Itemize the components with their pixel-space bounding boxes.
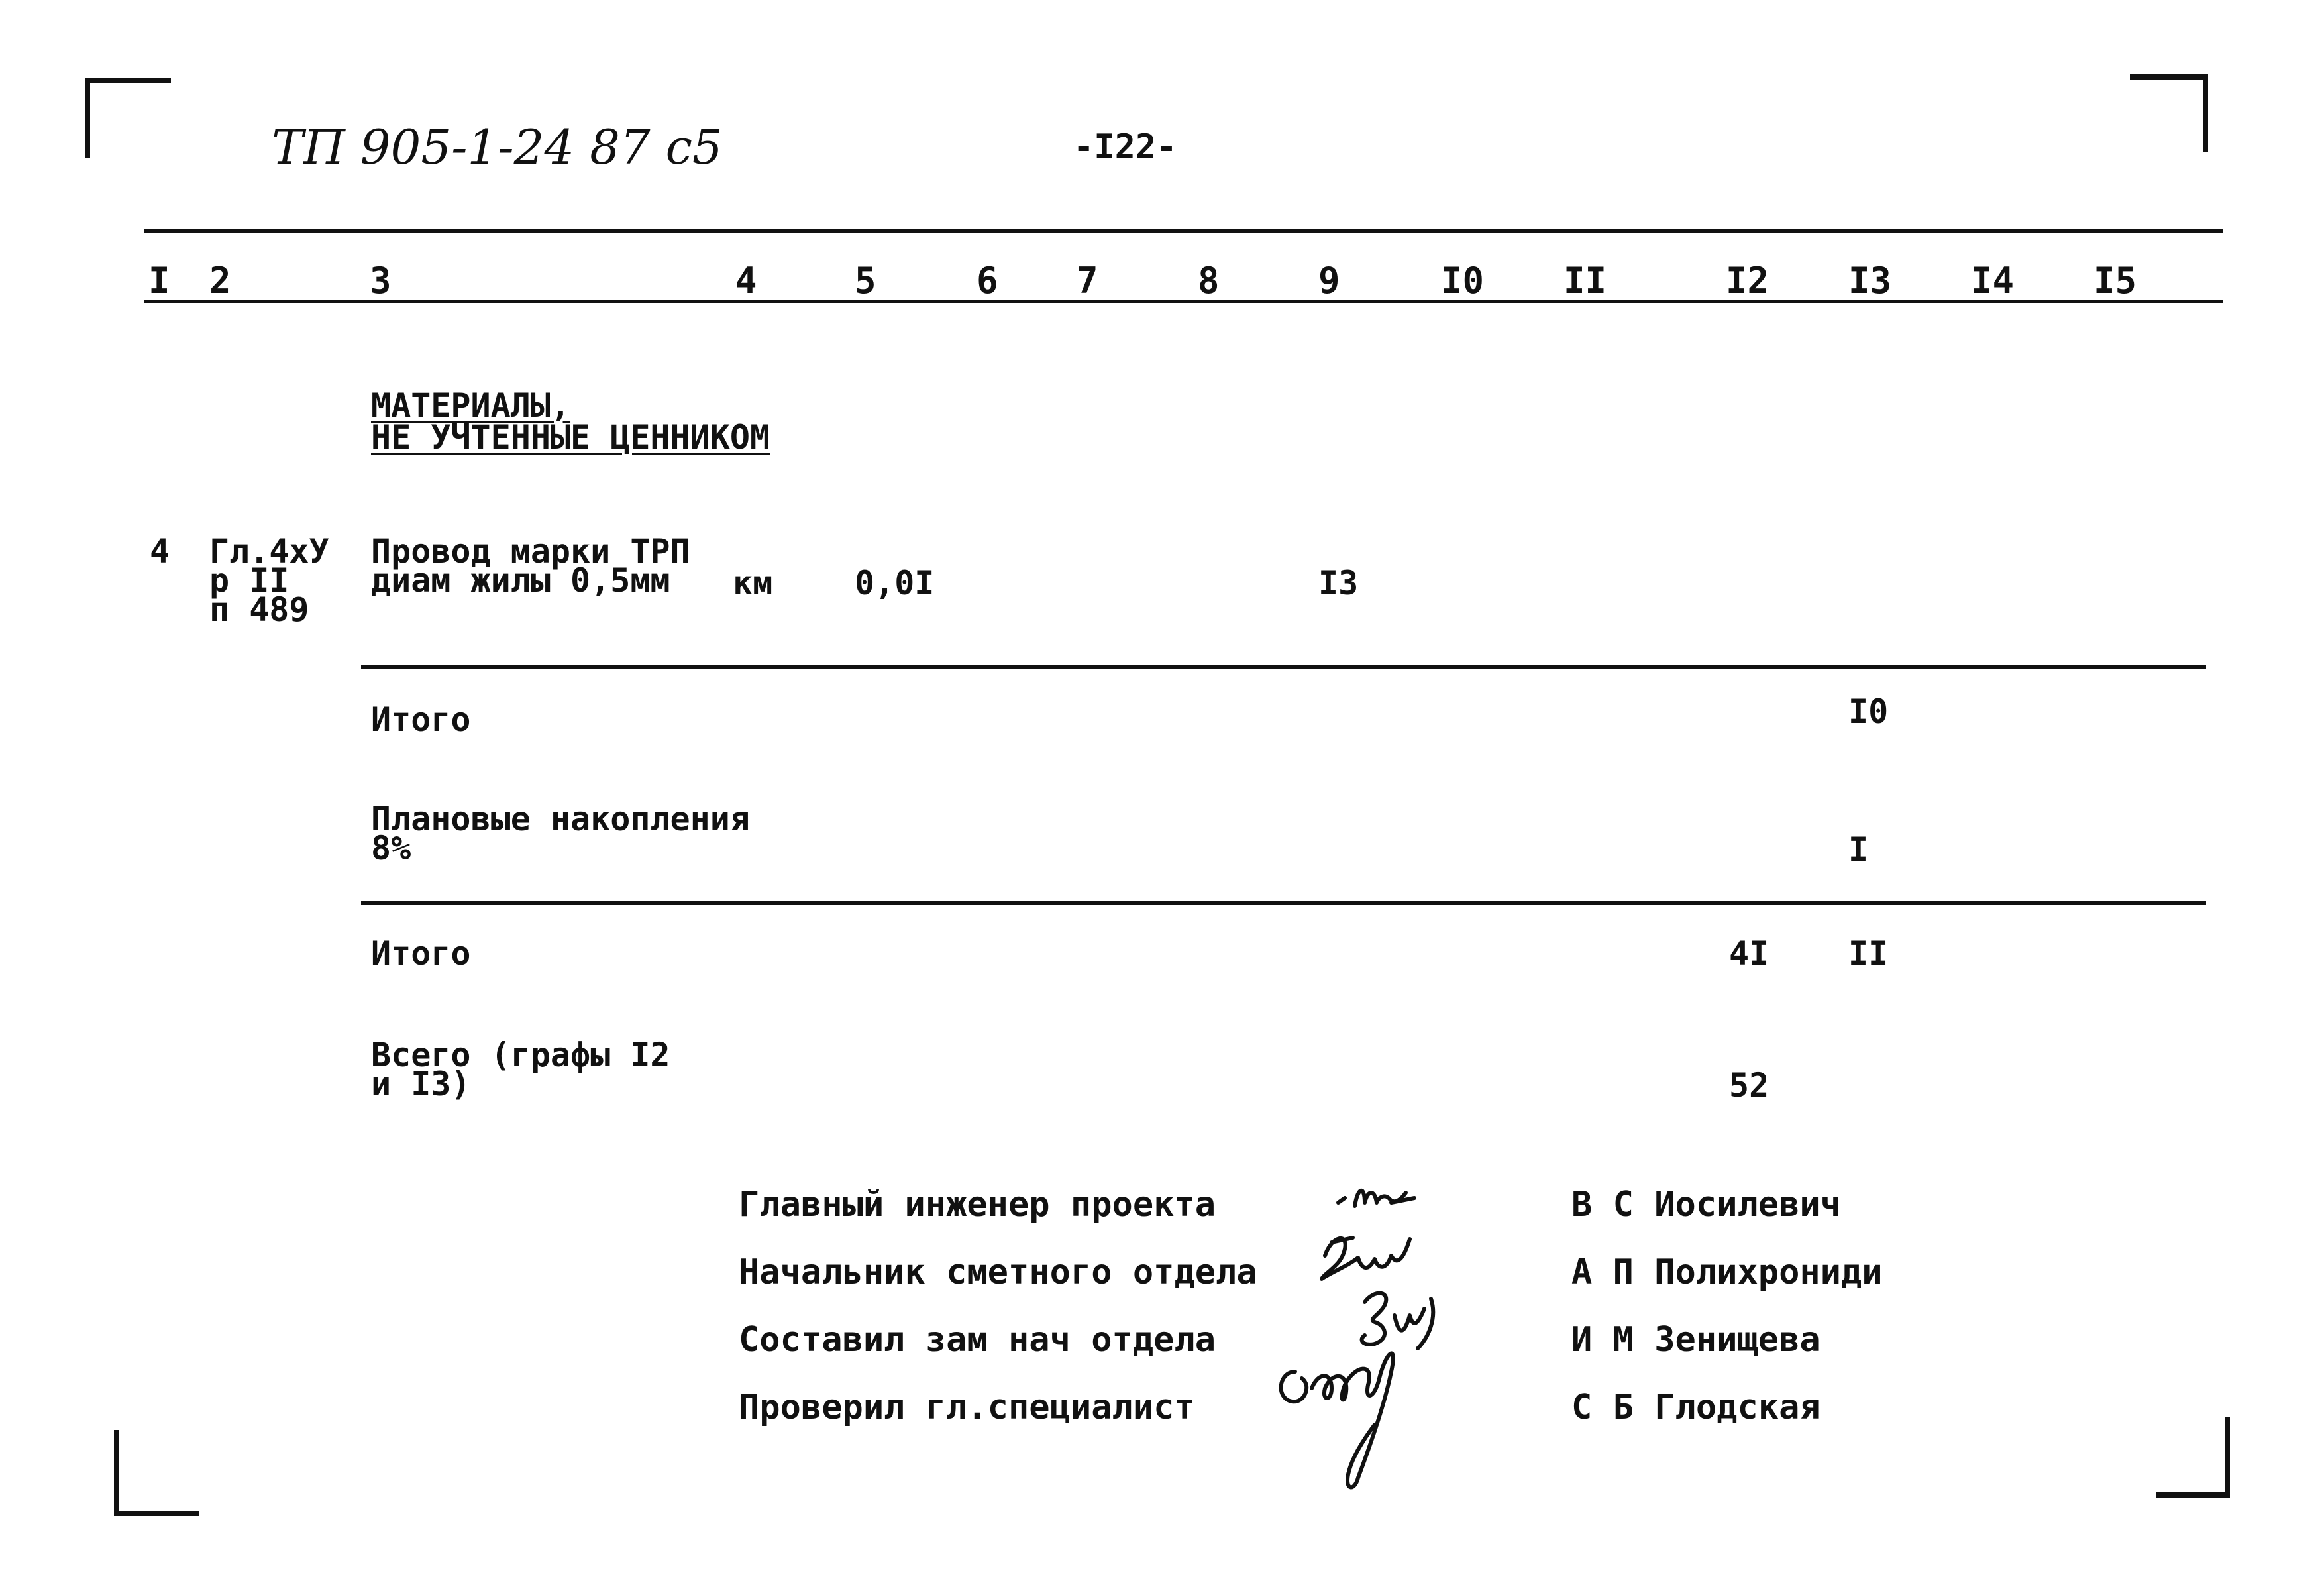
signature-stroke (1338, 1191, 1414, 1206)
corner-mark-top-right-v (2203, 74, 2208, 152)
column-number: 5 (855, 260, 876, 302)
signature-role: Главный инженер проекта (739, 1185, 1216, 1225)
item-name-line1: Провод марки ТРП (371, 532, 690, 571)
header-rule-top (144, 229, 2223, 233)
signature-role: Проверил гл.специалист (739, 1388, 1195, 1427)
section-title-line1: МАТЕРИАЛЫ, (371, 386, 571, 425)
signature-name: В С Иосилевич (1571, 1185, 1841, 1225)
column-number: I3 (1848, 260, 1892, 302)
signature-name: А П Полихрониди (1571, 1252, 1883, 1292)
handwritten-signatures (1232, 1173, 1510, 1504)
column-number: 7 (1077, 260, 1098, 302)
corner-mark-top-left-h (85, 78, 171, 83)
item-reference-line1: Гл.4хУ (209, 532, 329, 571)
total-label: Итого (371, 700, 471, 739)
total-col12-value: 4I (1729, 934, 1769, 973)
signature-name: С Б Глодская (1571, 1388, 1821, 1427)
column-number: I5 (2093, 260, 2137, 302)
item-number: 4 (150, 532, 170, 571)
column-number: I0 (1441, 260, 1485, 302)
corner-mark-top-right-h (2130, 74, 2208, 80)
item-reference-line3: п 489 (209, 590, 309, 629)
grand-total-line2: и I3) (371, 1065, 471, 1103)
column-number: 2 (209, 260, 231, 302)
planned-savings-col13-value: I (1848, 830, 1869, 869)
signature-stroke (1362, 1293, 1434, 1348)
section-title (371, 386, 770, 457)
item-unit: км (733, 564, 773, 602)
column-number: 4 (735, 260, 757, 302)
page-number: -I22- (1073, 127, 1177, 167)
column-number: II (1563, 260, 1607, 302)
column-number: I2 (1726, 260, 1769, 302)
grand-total-line1: Всего (графы I2 (371, 1036, 670, 1074)
corner-mark-bottom-right-h (2156, 1492, 2230, 1498)
column-number: 6 (977, 260, 998, 302)
signature-role: Начальник сметного отдела (739, 1252, 1257, 1292)
section-title-line2: НЕ УЧТЕННЫЕ ЦЕННИКОМ (371, 418, 770, 457)
grand-total-label (371, 1036, 670, 1103)
corner-mark-bottom-left-h (114, 1511, 199, 1516)
item-name (371, 532, 690, 600)
planned-savings-line2: 8% (371, 829, 411, 867)
item-reference (209, 532, 329, 629)
total-label: Итого (371, 934, 471, 973)
corner-mark-bottom-left-v (114, 1430, 119, 1516)
item-reference-line2: р II (209, 561, 290, 600)
item-name-line2: диам жилы 0,5мм (371, 561, 670, 600)
corner-mark-top-left-v (85, 78, 90, 158)
signature-name: И М Зенищева (1571, 1320, 1821, 1360)
column-number: 9 (1318, 260, 1340, 302)
total-col13-value: II (1848, 934, 1889, 973)
column-number: I (148, 260, 170, 302)
item-quantity: 0,0I (855, 564, 935, 602)
header-rule-bottom (144, 300, 2223, 303)
signature-stroke (1281, 1353, 1393, 1487)
planned-savings-line1: Плановые накопления (371, 800, 750, 838)
document-code: ТП 905-1-24 87 с5 (272, 119, 723, 175)
signature-role: Составил зам нач отдела (739, 1320, 1216, 1360)
column-number: I4 (1971, 260, 2015, 302)
column-number: 8 (1198, 260, 1220, 302)
row-rule (361, 665, 2206, 669)
total-col13-value: I0 (1848, 692, 1889, 731)
grand-total-col12-value: 52 (1729, 1066, 1769, 1105)
column-number: 3 (370, 260, 392, 302)
corner-mark-bottom-right-v (2225, 1417, 2230, 1498)
signature-stroke (1322, 1238, 1410, 1279)
item-col9-value: I3 (1318, 564, 1359, 602)
planned-savings-label (371, 800, 750, 867)
row-rule (361, 901, 2206, 905)
